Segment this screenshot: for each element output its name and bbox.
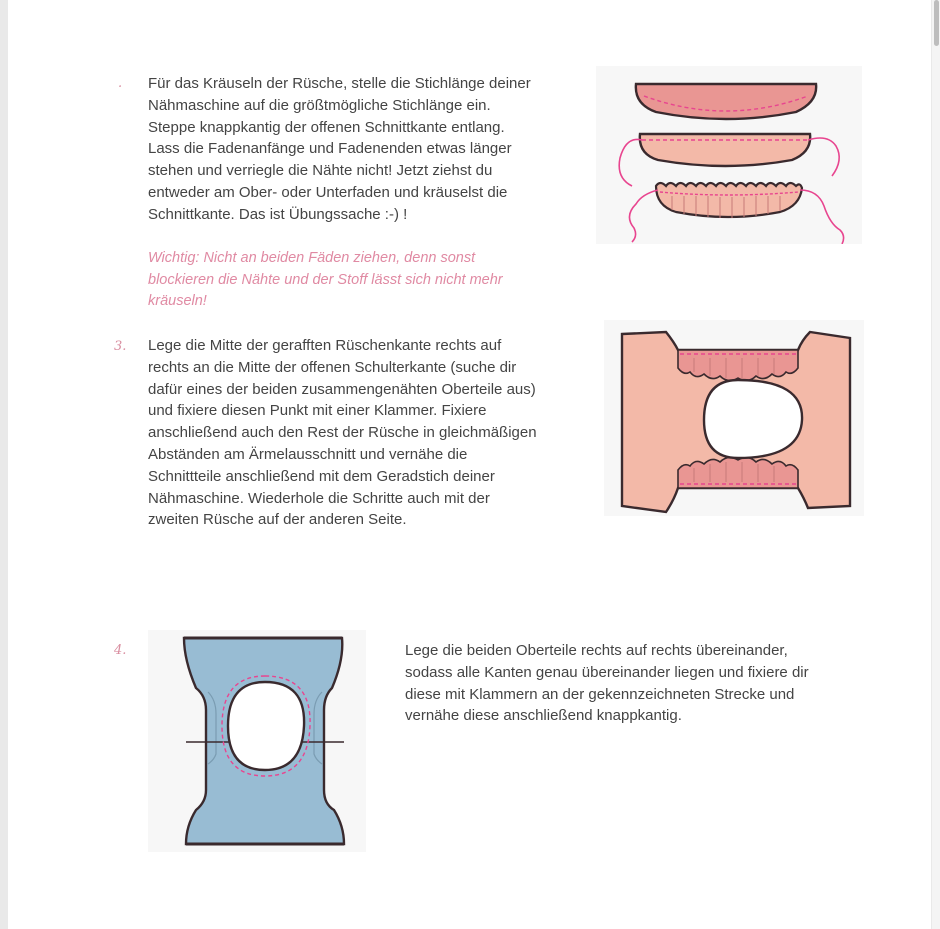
scroll-thumb[interactable] — [934, 0, 939, 46]
step-2-note: Wichtig: Nicht an beiden Fäden ziehen, denn sonst blockieren die Nähte und der Stoff lässt sich nicht mehr kräuseln! — [148, 250, 503, 309]
step-number: . — [118, 76, 123, 91]
ruffle-attached-bodice-illustration — [604, 320, 864, 516]
bodice-pinned-illustration — [148, 630, 366, 852]
step-number: 3. — [114, 339, 127, 354]
step-number: 4. — [114, 643, 127, 658]
ruffle-gathering-illustration — [596, 66, 862, 244]
step-4-text: Lege die beiden Oberteile rechts auf rechts übereinander, sodass alle Kanten genau übereinander liegen und fixiere dir diese mit Klammern an der gekennzeichneten Strecke und vernähe diese anschließend knappkantig. — [405, 642, 809, 725]
document-page — [8, 0, 931, 929]
scrollbar[interactable] — [932, 0, 940, 929]
step-3-text: Lege die Mitte der gerafften Rüschenkante rechts auf rechts an die Mitte der offenen Schulterkante (suche dir dafür eines der beiden zusammengenähten Oberteile aus) und fixiere diesen Punkt mit einer Klammer. Fixiere anschließend auch den Rest der Rüsche in gleichmäßigen Abständen am Ärmelausschnitt und vernähe die Schnittteile anschließend mit dem Geradstich deiner Nähmaschine. Wiederhole die Schritte auch mit der zweiten Rüsche auf der anderen Seite. — [148, 337, 537, 529]
step-2-text: Für das Kräuseln der Rüsche, stelle die Stichlänge deiner Nähmaschine auf die größtmögliche Stichlänge ein. Steppe knappkantig der offenen Schnittkante entlang. Lass die Fadenanfänge und Fadenenden etwas länger stehen und verriegle die Nähte nicht! Jetzt ziehst du entweder am Ober- oder Unterfaden und kräuselst die Schnittkante. Das ist Übungssache :-) ! — [148, 75, 531, 223]
